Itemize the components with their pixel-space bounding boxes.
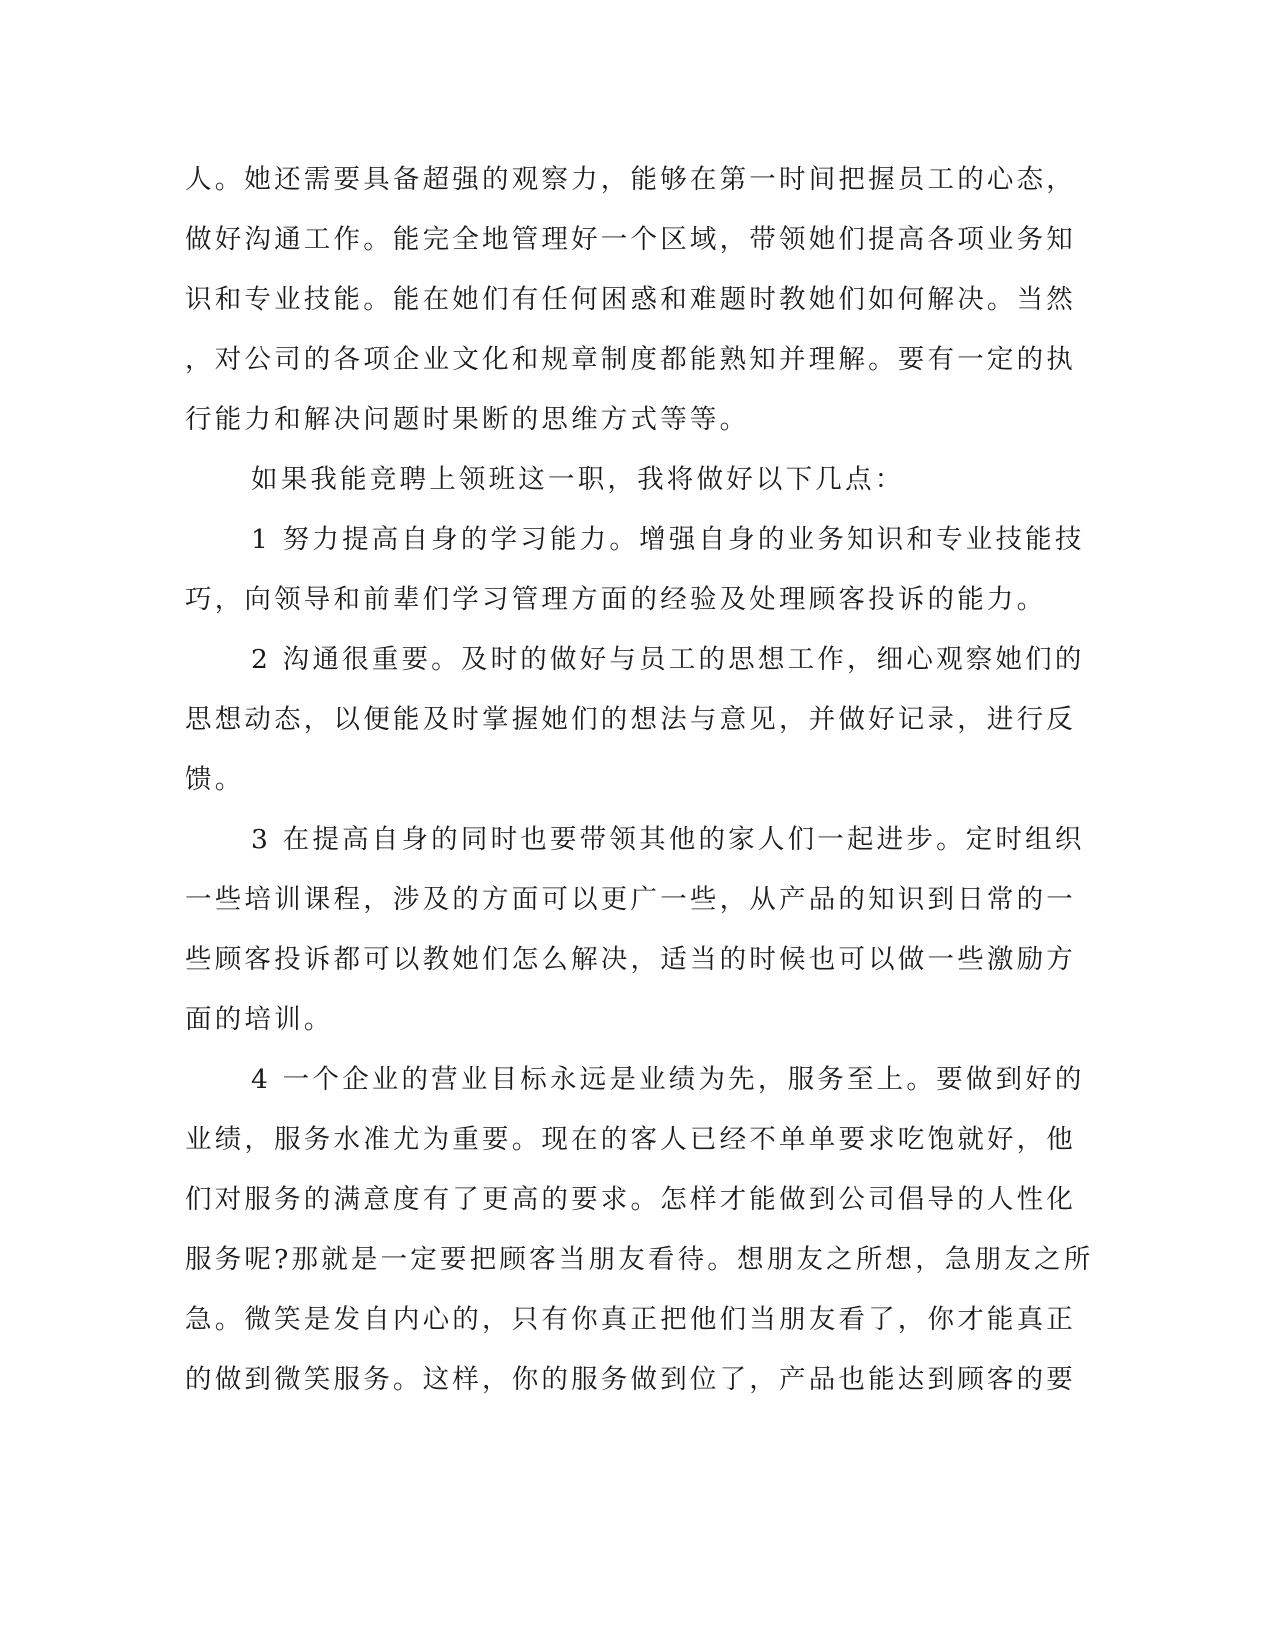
paragraph-first-line: 4 一个企业的营业目标永远是业绩为先，服务至上。要做到好的	[251, 1064, 1085, 1095]
text-line: 做好沟通工作。能完全地管理好一个区域，带领她们提高各项业务知	[185, 224, 1076, 255]
paragraph-first-line: 1 努力提高自身的学习能力。增强自身的业务知识和专业技能技	[251, 524, 1085, 555]
paragraph-first-line: 2 沟通很重要。及时的做好与员工的思想工作，细心观察她们的	[251, 644, 1085, 675]
text-line: 面的培训。	[185, 1004, 334, 1035]
text-line: 们对服务的满意度有了更高的要求。怎样才能做到公司倡导的人性化	[185, 1184, 1076, 1215]
text-line: 业绩，服务水准尤为重要。现在的客人已经不单单要求吃饱就好，他	[185, 1124, 1076, 1155]
text-line: 馈。	[185, 764, 245, 795]
text-line: 服务呢?那就是一定要把顾客当朋友看待。想朋友之所想，急朋友之所	[185, 1244, 1094, 1275]
text-line: 些顾客投诉都可以教她们怎么解决，适当的时候也可以做一些激励方	[185, 944, 1076, 975]
text-line: 一些培训课程，涉及的方面可以更广一些，从产品的知识到日常的一	[185, 884, 1076, 915]
text-line: 急。微笑是发自内心的，只有你真正把他们当朋友看了，你才能真正	[185, 1304, 1076, 1335]
text-line: 识和专业技能。能在她们有任何困惑和难题时教她们如何解决。当然	[185, 284, 1076, 315]
document-body	[185, 150, 1094, 1410]
text-line: 巧，向领导和前辈们学习管理方面的经验及处理顾客投诉的能力。	[185, 584, 1047, 615]
paragraph-first-line: 如果我能竞聘上领班这一职，我将做好以下几点：	[251, 464, 905, 495]
text-line: 思想动态，以便能及时掌握她们的想法与意见，并做好记录，进行反	[185, 704, 1076, 735]
text-line: 的做到微笑服务。这样，你的服务做到位了，产品也能达到顾客的要	[185, 1364, 1076, 1395]
text-line: ，对公司的各项企业文化和规章制度都能熟知并理解。要有一定的执	[185, 344, 1076, 375]
text-line: 人。她还需要具备超强的观察力，能够在第一时间把握员工的心态，	[185, 164, 1076, 195]
paragraph-first-line: 3 在提高自身的同时也要带领其他的家人们一起进步。定时组织	[251, 824, 1085, 855]
text-line: 行能力和解决问题时果断的思维方式等等。	[185, 404, 750, 435]
